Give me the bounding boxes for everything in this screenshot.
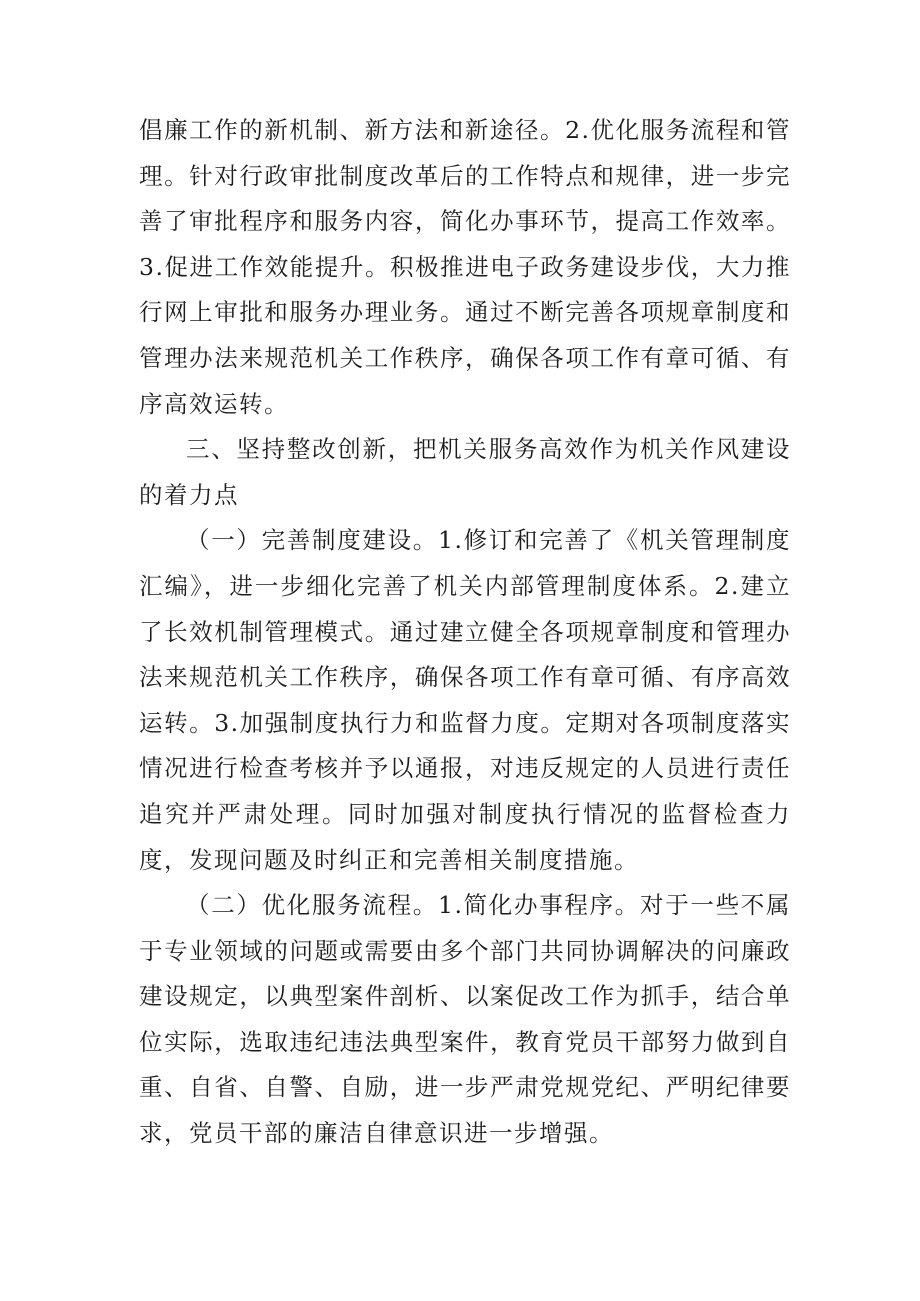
- paragraph-continuation: 倡廉工作的新机制、新方法和新途径。2.优化服务流程和管理。针对行政审批制度改革后的工作特点和规律，进一步完善了审批程序和服务内容，简化办事环节，提高工作效率。3.促进工作效能提升。积极推进电子政务建设步伐，大力推行网上审批和服务办理业务。通过不断完善各项规章制度和管理办法来规范机关工作秩序，确保各项工作有章可循、有序高效运转。: [139, 116, 791, 418]
- section-heading: 三、坚持整改创新，把机关服务高效作为机关作风建设的着力点: [139, 435, 791, 509]
- paragraph-service-process: （二）优化服务流程。1.简化办事程序。对于一些不属于专业领域的问题或需要由多个部门共同协调解决的问廉政建设规定，以典型案件剖析、以案促改工作为抓手，结合单位实际，选取违纪违法典型案件，教育党员干部努力做到自重、自省、自警、自励，进一步严肃党规党纪、严明纪律要求，党员干部的廉洁自律意识进一步增强。: [139, 891, 791, 1148]
- paragraph-system-building: （一）完善制度建设。1.修订和完善了《机关管理制度汇编》，进一步细化完善了机关内部管理制度体系。2.建立了长效机制管理模式。通过建立健全各项规章制度和管理办法来规范机关工作秩序，确保各项工作有章可循、有序高效运转。3.加强制度执行力和监督力度。定期对各项制度落实情况进行检查考核并予以通报，对违反规定的人员进行责任追究并严肃处理。同时加强对制度执行情况的监督检查力度，发现问题及时纠正和完善相关制度措施。: [139, 526, 791, 874]
- document-body: [139, 108, 791, 1157]
